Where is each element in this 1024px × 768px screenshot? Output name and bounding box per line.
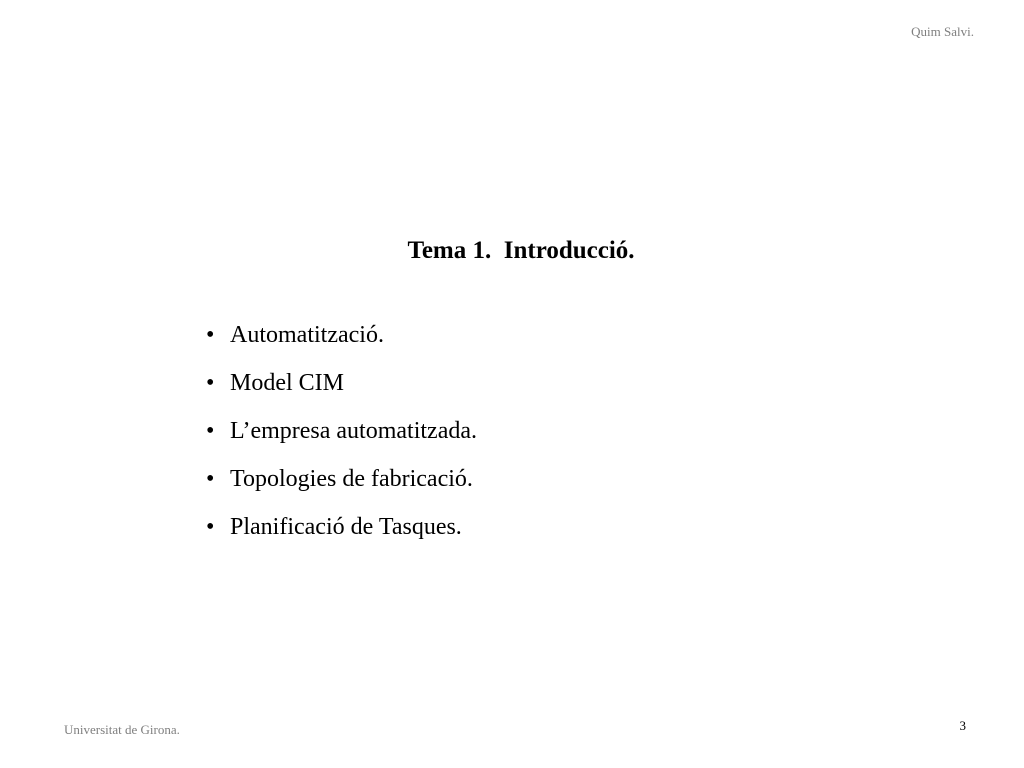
slide-title: Tema 1. Introducció. bbox=[407, 237, 635, 264]
bullet-icon: • bbox=[206, 466, 215, 492]
bullet-list bbox=[206, 318, 477, 558]
page-number: 3 bbox=[959, 718, 966, 733]
bullet-text: Model CIM bbox=[230, 370, 344, 396]
bullet-item-planificacio bbox=[206, 510, 477, 558]
bullet-icon: • bbox=[206, 370, 215, 396]
bullet-text: Planificació de Tasques. bbox=[230, 514, 462, 540]
bullet-item-empresa-automatitzada bbox=[206, 414, 477, 462]
bullet-text: Automatització. bbox=[230, 322, 384, 348]
bullet-text: L’empresa automatitzada. bbox=[230, 418, 478, 444]
institution-label: Universitat de Girona. bbox=[64, 722, 180, 737]
bullet-item-topologies bbox=[206, 462, 477, 510]
bullet-item-model-cim bbox=[206, 366, 477, 414]
bullet-icon: • bbox=[206, 514, 215, 540]
bullet-icon: • bbox=[206, 322, 215, 348]
author-label: Quim Salvi. bbox=[911, 24, 974, 39]
bullet-icon: • bbox=[206, 418, 215, 444]
bullet-item-automatitzacio bbox=[206, 318, 477, 366]
bullet-text: Topologies de fabricació. bbox=[230, 466, 473, 492]
